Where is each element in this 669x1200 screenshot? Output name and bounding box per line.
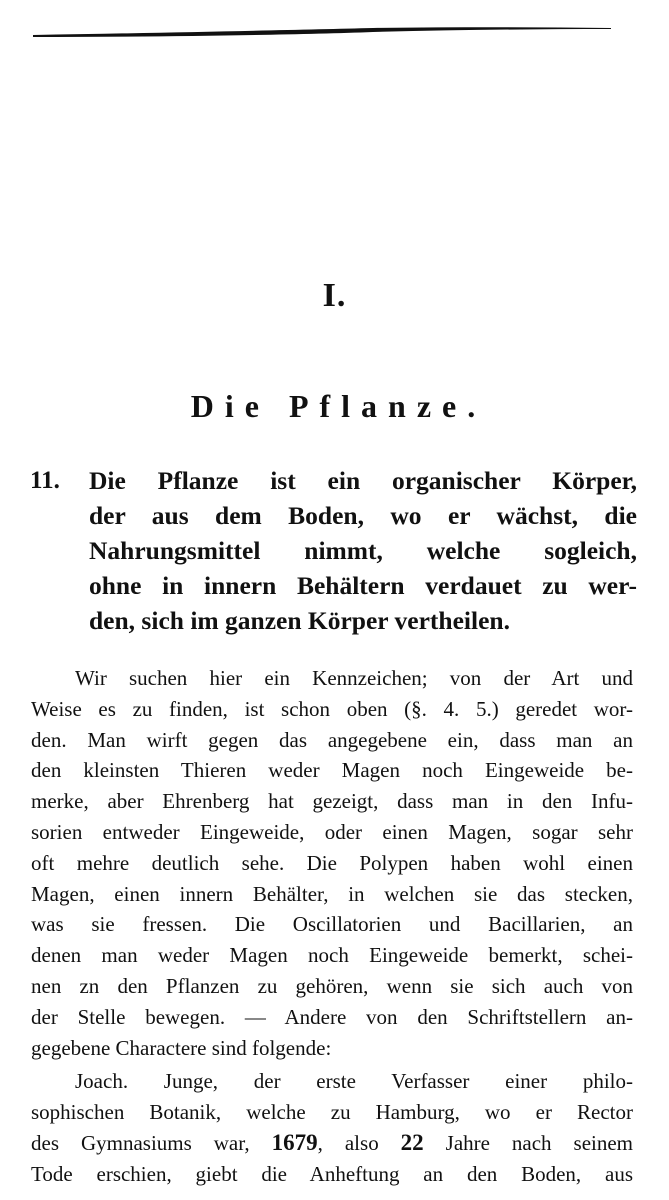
body-line: der Stelle bewegen. — Andere von den Schriftstellern an- [31,1004,633,1029]
header-rule-line [33,25,611,41]
body-text-run: des Gymnasiums war, [31,1130,272,1155]
body-line: was sie fressen. Die Oscillatorien und Bacillarien, an [31,912,633,937]
body-text [31,663,633,1190]
body-line: Tode erschien, giebt die Anheftung an den Boden, aus [31,1161,633,1186]
body-line: merke, aber Ehrenberg hat gezeigt, dass man in den Infu- [31,789,633,814]
thesis-line: Die Pflanze ist ein organischer Körper, [89,466,637,495]
body-line: den. Man wirft gegen das angegebene ein, dass man an [31,727,633,752]
chapter-title: Die Pflanze. [190,388,487,424]
body-line: sorien entweder Eingeweide, oder einen Magen, sogar sehr [31,819,633,844]
thesis-line: der aus dem Boden, wo er wächst, die [89,501,637,530]
year-number: 1679 [271,1129,318,1155]
body-line: Magen, einen innern Behälter, in welchen sie das stecken, [31,881,633,906]
body-line: Wir suchen hier ein Kennzeichen; von der Art und [75,666,633,690]
thesis-block [89,463,637,638]
paragraph-number: 11. [30,467,60,494]
body-line: den kleinsten Thieren weder Magen noch Eingeweide be- [31,758,633,783]
chapter-numeral: I. [322,277,347,314]
body-line: Joach. Junge, der erste Verfasser einer philo- [75,1069,633,1094]
thesis-line: den, sich im ganzen Körper vertheilen. [89,606,510,635]
thesis-line: ohne in innern Behältern verdauet zu wer- [89,571,637,600]
body-line [31,1128,633,1159]
body-text-run: , also [317,1130,401,1155]
body-line: Weise es zu finden, ist schon oben (§. 4. 5.) geredet wor- [31,696,633,721]
thesis-line: Nahrungsmittel nimmt, welche sogleich, [89,536,637,565]
body-line: oft mehre deutlich sehe. Die Polypen haben wohl einen [31,850,633,875]
body-line: sophischen Botanik, welche zu Hamburg, wo er Rector [31,1100,633,1125]
body-line: gegebene Charactere sind folgende: [31,1035,332,1060]
years-count: 22 [400,1129,424,1155]
body-line: denen man weder Magen noch Eingeweide bemerkt, schei- [31,943,633,968]
header-rule [33,25,611,41]
body-line: nen zn den Pflanzen zu gehören, wenn sie sich auch von [31,973,633,998]
body-text-run: Jahre nach seinem [423,1130,634,1155]
